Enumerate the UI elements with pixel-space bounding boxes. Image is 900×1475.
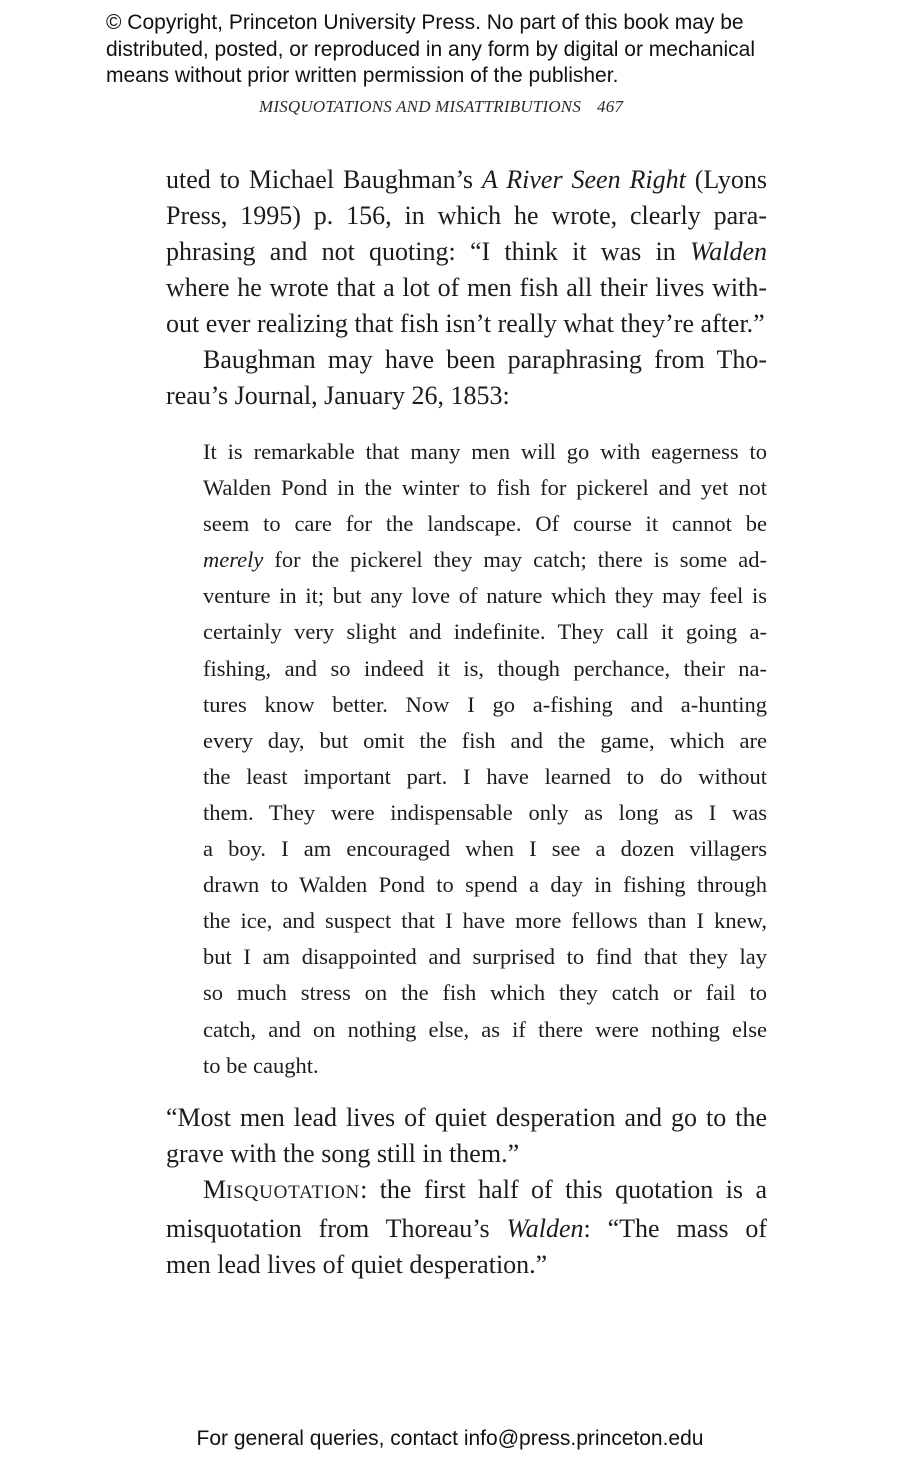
text-line: men lead lives of quiet desperation.” xyxy=(166,1250,548,1279)
quote-line: so much stress on the fish which they catch or fail to xyxy=(203,980,767,1006)
quote-line: certainly very slight and indefinite. They call it going a- xyxy=(203,619,767,645)
copyright-line: means without prior written permission of the publisher. xyxy=(106,64,619,87)
quote-line: It is remarkable that many men will go with eagerness to xyxy=(203,439,767,464)
quotation-entry: grave with the song still in them.” xyxy=(166,1139,520,1168)
emphasis: merely xyxy=(203,547,264,573)
text-line: where he wrote that a lot of men fish all their lives with- xyxy=(166,273,767,302)
copyright-notice xyxy=(106,10,806,90)
quote-line: the least important part. I have learned to do without xyxy=(203,763,767,789)
quote-line: drawn to Walden Pond to spend a day in fishing through xyxy=(203,872,767,898)
text-run: for the pickerel they may catch; there is some ad- xyxy=(263,547,767,573)
quote-line: catch, and on nothing else, as if there were nothing else xyxy=(203,1016,767,1042)
running-head-title: MISQUOTATIONS AND MISATTRIBUTIONS xyxy=(259,97,582,116)
text-run: : “The mass of xyxy=(583,1214,768,1243)
quote-line xyxy=(203,542,767,578)
copyright-line: distributed, posted, or reproduced in any form by digital or mechanical xyxy=(106,37,756,61)
book-title: A River Seen Right xyxy=(481,165,686,194)
book-title: Walden xyxy=(506,1214,584,1243)
label-smallcaps: ISQUOTATION xyxy=(226,1182,361,1203)
quote-line: Walden Pond in the winter to fish for pickerel and yet not xyxy=(203,475,767,501)
page-number: 467 xyxy=(597,97,624,116)
text-line xyxy=(166,162,767,198)
body-paragraphs-top xyxy=(166,162,767,414)
quote-line: a boy. I am encouraged when I see a dozen villagers xyxy=(203,836,767,862)
footer-contact: For general queries, contact info@press.princeton.edu xyxy=(196,1427,704,1450)
running-head xyxy=(259,97,623,117)
text-run: : the first half of this quotation is a xyxy=(360,1175,767,1204)
quote-line: the ice, and suspect that I have more fellows than I knew, xyxy=(203,908,767,934)
text-run: misquotation from Thoreau’s xyxy=(166,1214,507,1243)
body-paragraphs-bottom xyxy=(166,1100,767,1283)
book-title: Walden xyxy=(689,237,767,266)
quote-line: them. They were indispensable only as long as I was xyxy=(203,799,767,825)
text-run: phrasing and not quoting: “I think it was in xyxy=(166,237,690,266)
text-run: (Lyons xyxy=(685,165,768,194)
text-line: Press, 1995) p. 156, in which he wrote, clearly para- xyxy=(166,201,767,230)
quotation-entry: “Most men lead lives of quiet desperation and go to the xyxy=(166,1103,767,1132)
misquotation-note xyxy=(166,1172,767,1211)
text-run: uted to Michael Baughman’s xyxy=(166,165,482,194)
copyright-line: © Copyright, Princeton University Press. No part of this book may be xyxy=(106,11,744,34)
text-line xyxy=(166,234,767,270)
quote-line: tures know better. Now I go a-fishing and a-hunting xyxy=(203,691,767,717)
quote-line: but I am disappointed and surprised to find that they lay xyxy=(203,944,767,970)
text-line: out ever realizing that fish isn’t really what they’re after.” xyxy=(166,309,765,338)
quote-line: seem to care for the landscape. Of course it cannot be xyxy=(203,511,767,537)
text-line: Baughman may have been paraphrasing from Tho- xyxy=(203,345,767,374)
text-line xyxy=(166,1211,767,1247)
label-initial: M xyxy=(203,1175,227,1204)
block-quotation xyxy=(203,434,767,1084)
quote-line: to be caught. xyxy=(203,1052,319,1078)
text-line: reau’s Journal, January 26, 1853: xyxy=(166,381,510,410)
quote-line: fishing, and so indeed it is, though perchance, their na- xyxy=(203,655,767,681)
quote-line: every day, but omit the fish and the game, which are xyxy=(203,727,767,753)
quote-line: venture in it; but any love of nature which they may feel is xyxy=(203,583,767,609)
